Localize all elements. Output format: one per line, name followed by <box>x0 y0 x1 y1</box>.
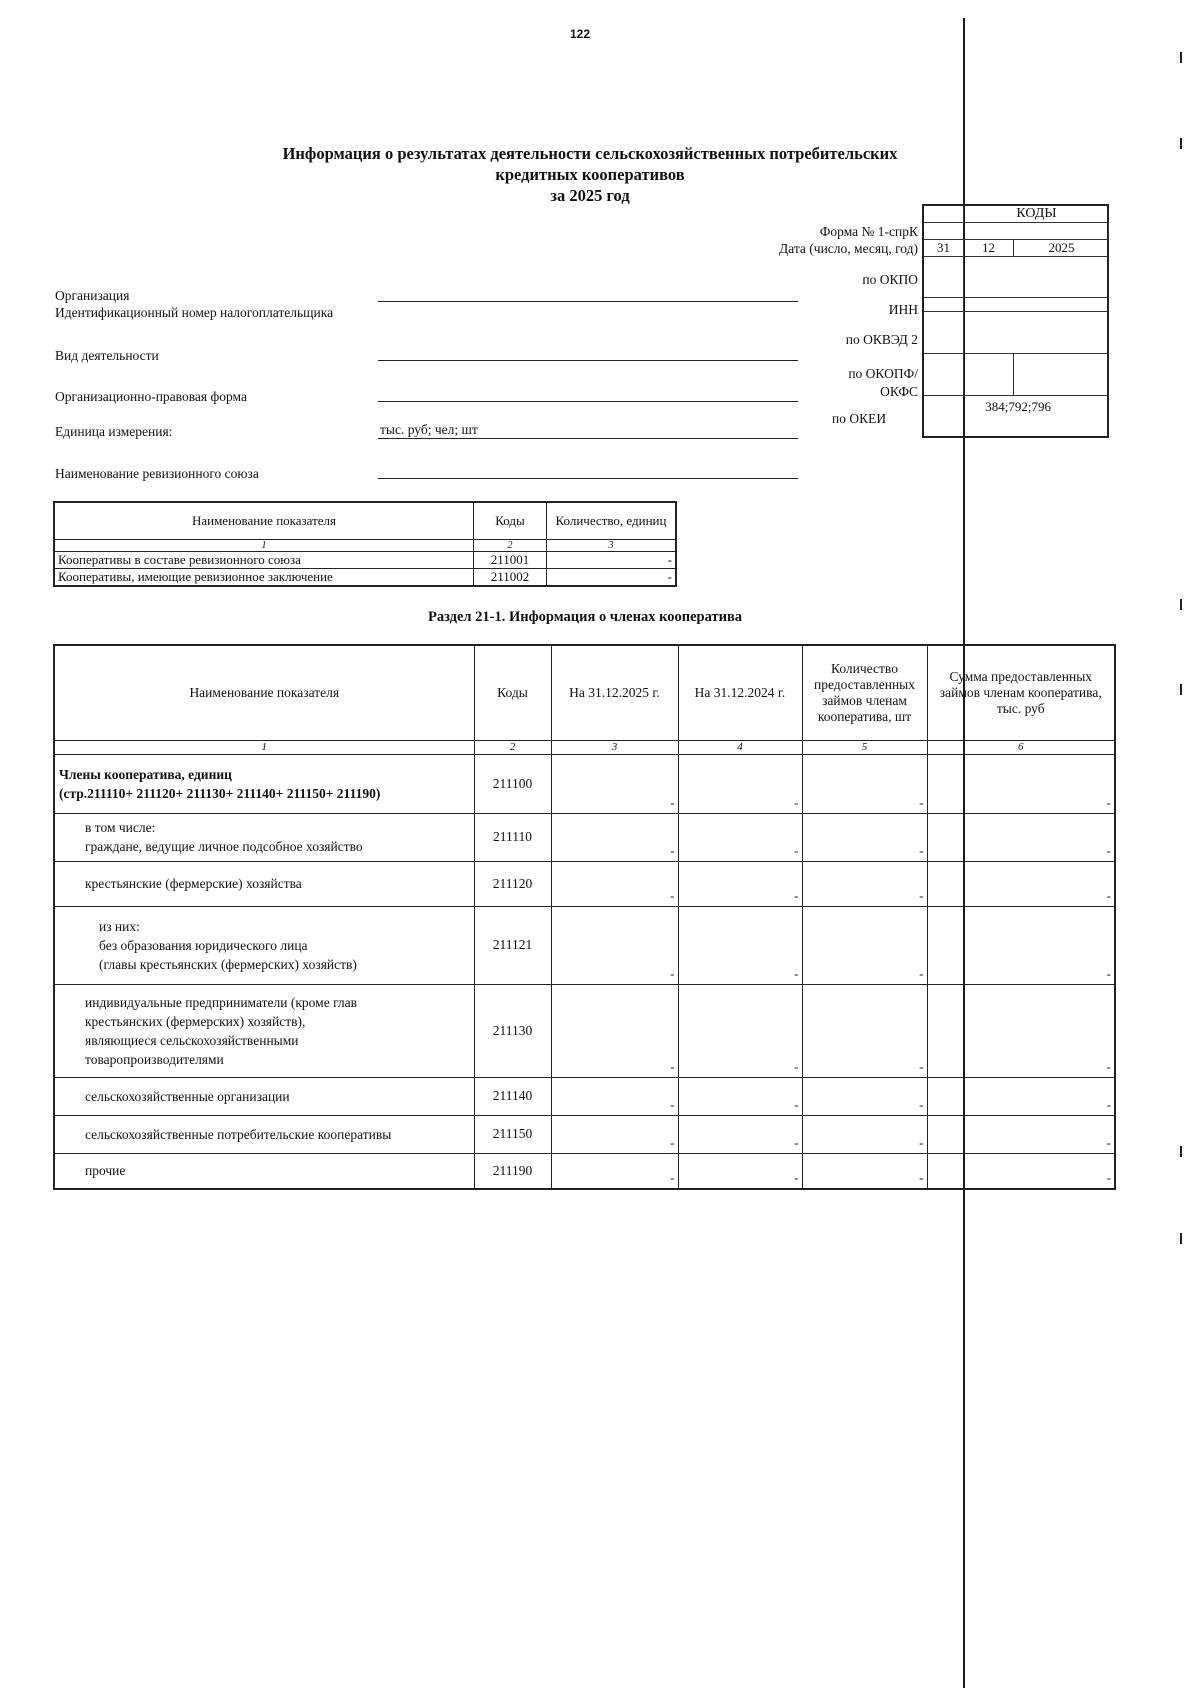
okpo-value <box>964 257 1109 298</box>
column-number: 1 <box>54 740 474 754</box>
row-value-cell <box>927 861 1115 906</box>
row-value-cell <box>927 1115 1115 1153</box>
row-value-cell <box>802 1115 927 1153</box>
row-name: Члены кооператива, единиц (стр.211110+ 211120+ 211130+ 211140+ 211150+ 211190) <box>54 754 474 813</box>
row-name: прочие <box>54 1153 474 1189</box>
title-line-2: кредитных кооперативов <box>495 165 685 184</box>
column-number: 5 <box>802 740 927 754</box>
unit-label: Единица измерения: <box>55 424 173 439</box>
form-code-cell <box>924 223 1109 240</box>
row-value-cell <box>802 813 927 861</box>
row-value-cell <box>551 984 678 1077</box>
row-value: - <box>1106 887 1111 903</box>
title-line-1: Информация о результатах деятельности сельскохозяйственных потребительских <box>282 144 898 163</box>
row-code: 211190 <box>474 1153 551 1189</box>
unit-field <box>378 438 798 439</box>
row-value-cell <box>678 1115 802 1153</box>
row-value: - <box>919 842 924 858</box>
form-label: Форма № 1-спрК <box>819 224 918 239</box>
unit-value: тыс. руб; чел; шт <box>380 422 478 437</box>
row-value: - <box>794 1096 799 1112</box>
column-number: 4 <box>678 740 802 754</box>
row-value-cell <box>678 984 802 1077</box>
date-month: 12 <box>964 240 1014 257</box>
members-table <box>53 644 1116 1190</box>
column-number: 3 <box>551 740 678 754</box>
row-name: в том числе: граждане, ведущие личное подсобное хозяйство <box>54 813 474 861</box>
row-value: - <box>794 1058 799 1074</box>
legal-form-field <box>378 401 798 402</box>
row-value: - <box>670 1170 675 1185</box>
row-value: - <box>1106 1170 1111 1185</box>
table-header-row <box>54 502 676 539</box>
row-value: - <box>1106 794 1111 810</box>
column-number-row <box>54 740 1115 754</box>
row-value: - <box>1106 842 1111 858</box>
column-header: Количество предоставленных займов членам кооператива, шт <box>802 645 927 740</box>
row-code: 211130 <box>474 984 551 1077</box>
row-value-cell <box>802 1077 927 1115</box>
okfs-value <box>1014 354 1109 396</box>
date-year: 2025 <box>1014 240 1109 257</box>
row-value: - <box>1106 965 1111 981</box>
column-header: Сумма предоставленных займов членам кооператива, тыс. руб <box>927 645 1115 740</box>
row-value-cell <box>551 1077 678 1115</box>
row-value-cell <box>678 906 802 984</box>
okpo-label: по ОКПО <box>862 272 918 287</box>
row-value: - <box>670 1134 675 1150</box>
section-title: Раздел 21-1. Информация о членах кооператива <box>427 609 743 625</box>
row-value-cell <box>551 861 678 906</box>
row-value-cell <box>678 1077 802 1115</box>
row-name: Кооперативы, имеющие ревизионное заключение <box>54 568 474 586</box>
row-code: 211150 <box>474 1115 551 1153</box>
row-value: - <box>919 794 924 810</box>
row-value: - <box>919 1058 924 1074</box>
table-row <box>54 1153 1115 1189</box>
row-value: - <box>794 842 799 858</box>
column-number: 1 <box>54 539 474 551</box>
row-code: 211121 <box>474 906 551 984</box>
row-value: - <box>794 1134 799 1150</box>
row-value-cell <box>551 813 678 861</box>
okei-value: 384;792;796 <box>985 399 1051 414</box>
table-row <box>54 754 1115 813</box>
row-value: - <box>794 1170 799 1185</box>
activity-label: Вид деятельности <box>55 348 159 363</box>
inn-code-label: ИНН <box>888 302 918 317</box>
row-value-cell <box>551 906 678 984</box>
inn-value <box>964 298 1109 312</box>
table-row <box>54 568 676 586</box>
row-value: - <box>1106 1134 1111 1150</box>
row-value: - <box>547 568 677 586</box>
table-row <box>54 1115 1115 1153</box>
table-row <box>54 551 676 568</box>
row-value: - <box>919 1170 924 1185</box>
activity-field <box>378 360 798 361</box>
row-value-cell <box>802 754 927 813</box>
codes-header: КОДЫ <box>964 206 1109 223</box>
column-header: Коды <box>474 645 551 740</box>
okopf-label: по ОКОПФ/ ОКФС <box>848 366 918 399</box>
row-code: 211001 <box>474 551 547 568</box>
table-row <box>54 906 1115 984</box>
row-code: 211140 <box>474 1077 551 1115</box>
row-value-cell <box>678 754 802 813</box>
table-row <box>54 1077 1115 1115</box>
column-header: Коды <box>474 502 547 539</box>
row-value-cell <box>802 906 927 984</box>
inn-label: Идентификационный номер налогоплательщика <box>55 305 334 320</box>
row-value-cell <box>927 754 1115 813</box>
row-name: крестьянские (фермерские) хозяйства <box>54 861 474 906</box>
row-name: сельскохозяйственные потребительские кооперативы <box>54 1115 474 1153</box>
column-number: 6 <box>927 740 1115 754</box>
row-code: 211120 <box>474 861 551 906</box>
scan-mark <box>1180 1233 1182 1244</box>
row-value: - <box>919 965 924 981</box>
date-day: 31 <box>924 240 964 257</box>
row-value: - <box>919 1134 924 1150</box>
okved-value <box>964 312 1109 354</box>
table-row <box>54 984 1115 1077</box>
revision-union-table <box>53 501 677 587</box>
row-value: - <box>794 794 799 810</box>
row-value-cell <box>927 813 1115 861</box>
row-value: - <box>670 794 675 810</box>
row-value-cell <box>927 984 1115 1077</box>
column-number-row <box>54 539 676 551</box>
column-number: 2 <box>474 740 551 754</box>
row-value: - <box>919 887 924 903</box>
scan-mark <box>1180 599 1182 610</box>
codes-box <box>922 204 1109 438</box>
row-code: 211002 <box>474 568 547 586</box>
title-line-3: за 2025 год <box>550 186 630 205</box>
scan-mark <box>1180 1146 1182 1157</box>
row-name: из них: без образования юридического лица (главы крестьянских (фермерских) хозяйств) <box>54 906 474 984</box>
row-value-cell <box>678 1153 802 1189</box>
row-value-cell <box>551 754 678 813</box>
row-code: 211110 <box>474 813 551 861</box>
row-code: 211100 <box>474 754 551 813</box>
column-number: 2 <box>474 539 547 551</box>
column-number: 3 <box>547 539 677 551</box>
row-value: - <box>670 887 675 903</box>
row-value: - <box>670 1058 675 1074</box>
scan-mark <box>1180 684 1182 695</box>
column-header: Наименование показателя <box>54 645 474 740</box>
column-header: Количество, единиц <box>547 502 677 539</box>
column-header: На 31.12.2025 г. <box>551 645 678 740</box>
legal-form-label: Организационно-правовая форма <box>55 389 247 404</box>
row-value-cell <box>802 1153 927 1189</box>
row-value-cell <box>678 861 802 906</box>
row-name: индивидуальные предприниматели (кроме глав крестьянских (фермерских) хозяйств), являющиеся сельскохозяйственными товаропроизводителями <box>54 984 474 1077</box>
row-value: - <box>794 965 799 981</box>
table-row <box>54 861 1115 906</box>
row-value-cell <box>802 861 927 906</box>
table-row <box>54 813 1115 861</box>
row-value: - <box>547 551 677 568</box>
row-value-cell <box>927 906 1115 984</box>
row-value: - <box>670 1096 675 1112</box>
row-name: Кооперативы в составе ревизионного союза <box>54 551 474 568</box>
scan-mark <box>1180 138 1182 149</box>
row-value-cell <box>927 1077 1115 1115</box>
row-value: - <box>1106 1096 1111 1112</box>
row-name: сельскохозяйственные организации <box>54 1077 474 1115</box>
okei-label: по ОКЕИ <box>832 411 887 426</box>
union-field <box>378 478 798 479</box>
date-label: Дата (число, месяц, год) <box>779 241 918 256</box>
row-value: - <box>794 887 799 903</box>
okopf-value <box>964 354 1014 396</box>
page-number: 122 <box>570 27 591 41</box>
row-value: - <box>919 1096 924 1112</box>
column-header: На 31.12.2024 г. <box>678 645 802 740</box>
okved-label: по ОКВЭД 2 <box>845 332 918 347</box>
row-value-cell <box>551 1153 678 1189</box>
row-value: - <box>670 965 675 981</box>
row-value: - <box>1106 1058 1111 1074</box>
organization-label: Организация <box>55 288 130 303</box>
column-header: Наименование показателя <box>54 502 474 539</box>
organization-field <box>378 301 798 302</box>
row-value-cell <box>678 813 802 861</box>
document-title <box>200 143 980 206</box>
row-value: - <box>670 842 675 858</box>
row-value-cell <box>927 1153 1115 1189</box>
row-value-cell <box>551 1115 678 1153</box>
scan-mark <box>1180 52 1182 63</box>
row-value-cell <box>802 984 927 1077</box>
table-header-row <box>54 645 1115 740</box>
union-label: Наименование ревизионного союза <box>55 466 259 481</box>
